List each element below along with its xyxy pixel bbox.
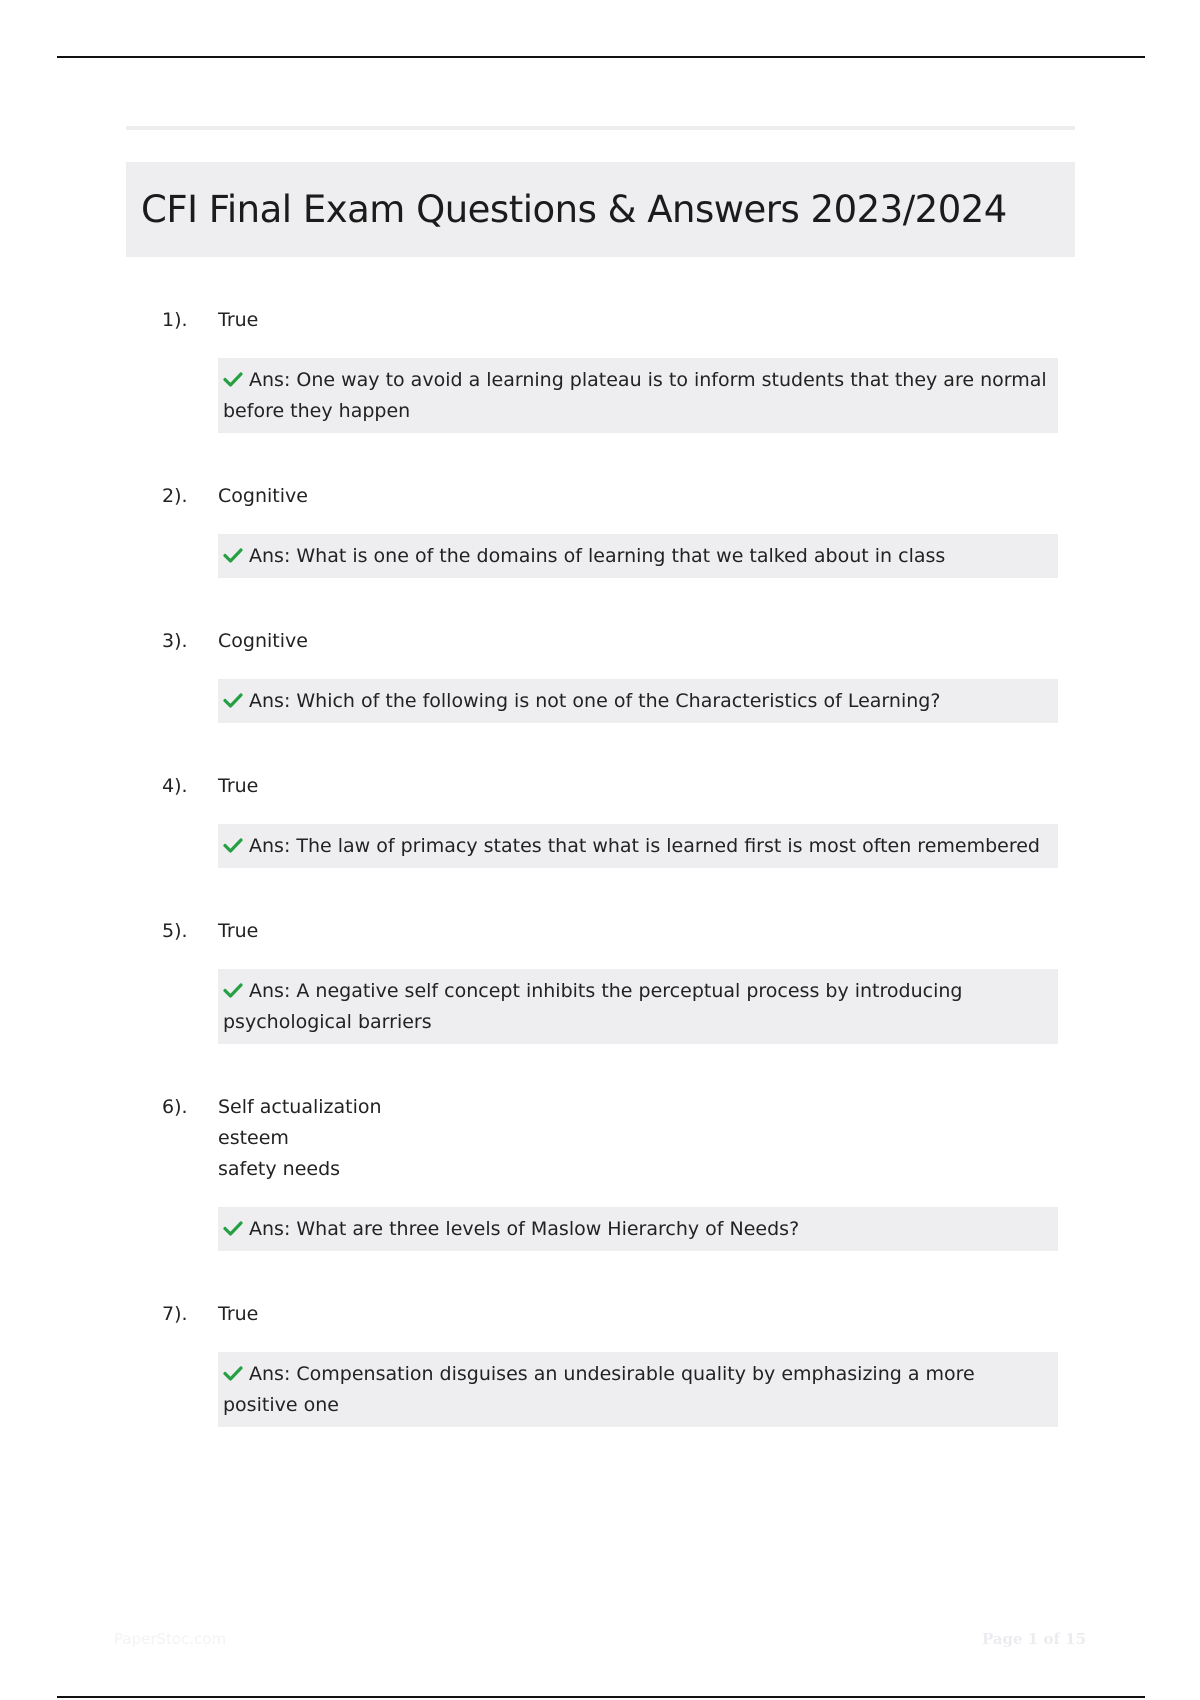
question-number: 5).	[162, 920, 188, 942]
question-number: 7).	[162, 1303, 188, 1325]
footer-watermark: PaperStoc.com	[114, 1630, 227, 1648]
question-answer: Self actualization esteem safety needs	[218, 1096, 382, 1180]
question-item	[0, 626, 1200, 723]
question-item	[0, 916, 1200, 1044]
check-icon	[223, 1365, 243, 1381]
header-rule	[57, 56, 1145, 58]
page-title: CFI Final Exam Questions & Answers 2023/2024	[141, 188, 1007, 231]
question-answer: True	[218, 775, 259, 797]
question-number: 6).	[162, 1096, 188, 1118]
answer-box	[218, 679, 1058, 723]
answer-box	[218, 1207, 1058, 1251]
question-list	[0, 305, 1200, 1475]
question-answer: True	[218, 920, 259, 942]
question-answer: True	[218, 309, 259, 331]
check-icon	[223, 982, 243, 998]
check-icon	[223, 692, 243, 708]
answer-box	[218, 358, 1058, 433]
title-separator	[126, 126, 1075, 130]
question-item	[0, 1092, 1200, 1251]
question-number: 3).	[162, 630, 188, 652]
question-item	[0, 305, 1200, 433]
answer-text: Ans: What is one of the domains of learning that we talked about in class	[249, 545, 946, 567]
answer-text: Ans: One way to avoid a learning plateau is to inform students that they are normal before they happen	[223, 369, 1047, 422]
page-number: Page 1 of 15	[981, 1630, 1086, 1648]
question-number: 1).	[162, 309, 188, 331]
answer-box	[218, 824, 1058, 868]
answer-text: Ans: Which of the following is not one of the Characteristics of Learning?	[249, 690, 941, 712]
question-answer: True	[218, 1303, 259, 1325]
check-icon	[223, 547, 243, 563]
question-item	[0, 1299, 1200, 1427]
answer-box	[218, 1352, 1058, 1427]
answer-text: Ans: Compensation disguises an undesirable quality by emphasizing a more positive one	[223, 1363, 975, 1416]
question-answer: Cognitive	[218, 485, 308, 507]
answer-box	[218, 534, 1058, 578]
question-item	[0, 481, 1200, 578]
footer-rule	[57, 1696, 1145, 1698]
question-answer: Cognitive	[218, 630, 308, 652]
answer-text: Ans: A negative self concept inhibits the perceptual process by introducing psychological barriers	[223, 980, 963, 1033]
check-icon	[223, 837, 243, 853]
check-icon	[223, 1220, 243, 1236]
title-banner	[126, 162, 1075, 257]
question-item	[0, 771, 1200, 868]
answer-text: Ans: The law of primacy states that what is learned first is most often remembered	[249, 835, 1040, 857]
question-number: 4).	[162, 775, 188, 797]
answer-box	[218, 969, 1058, 1044]
question-number: 2).	[162, 485, 188, 507]
check-icon	[223, 371, 243, 387]
answer-text: Ans: What are three levels of Maslow Hierarchy of Needs?	[249, 1218, 800, 1240]
